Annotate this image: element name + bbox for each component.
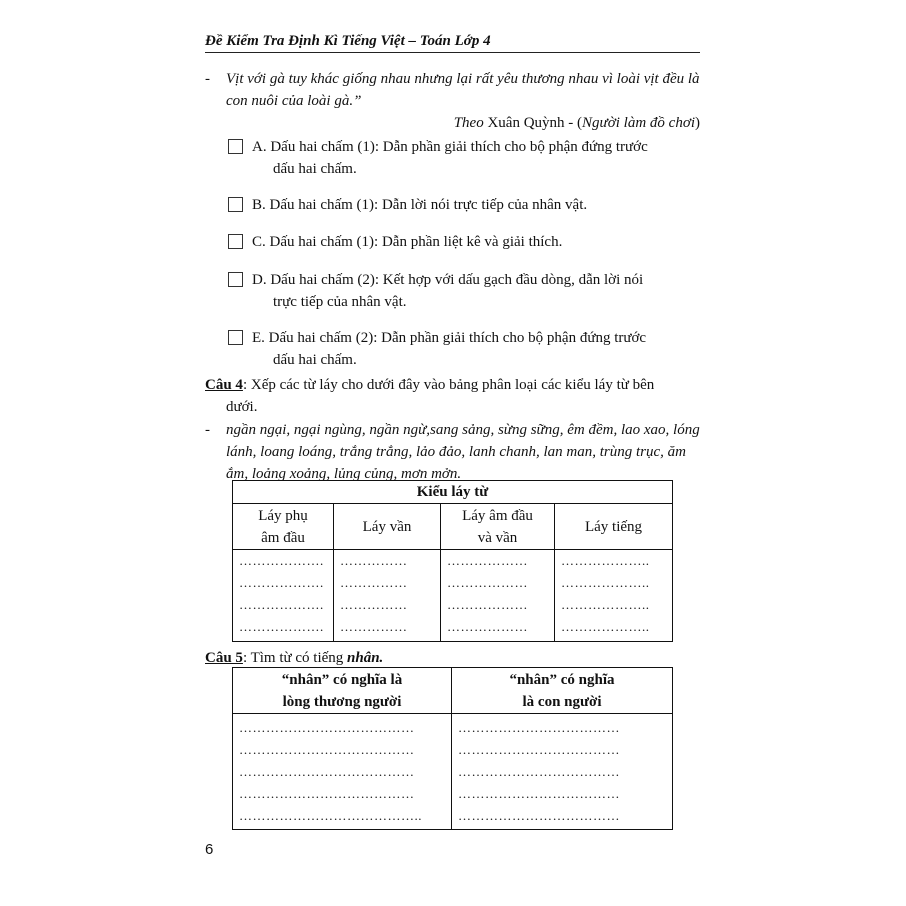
dot-line: …………… xyxy=(340,597,408,612)
source-suffix: ) xyxy=(695,115,700,131)
option-a xyxy=(228,136,700,180)
quote-line-1: Vịt với gà tuy khác giống nhau nhưng lại rất yêu thương nhau vì loài vịt đều là xyxy=(226,71,700,87)
classification-table xyxy=(232,480,673,642)
nhan-table xyxy=(232,667,673,830)
dot-line: ………………………………… xyxy=(239,764,415,779)
dot-line: ………………………………… xyxy=(239,742,415,757)
question-5-label: Câu 5 xyxy=(205,650,243,666)
option-e-line-1: E. Dấu hai chấm (2): Dẫn phần giải thích cho bộ phận đứng trước xyxy=(252,330,647,346)
dot-line: ……………………………… xyxy=(458,720,620,735)
header-nhan-thuong-nguoi xyxy=(233,668,452,714)
dot-line: ……………….. xyxy=(561,553,650,568)
question-4 xyxy=(205,374,700,418)
dot-line: ……………… xyxy=(447,597,528,612)
answer-cell[interactable] xyxy=(555,550,673,642)
header-line: “nhân” có nghĩa xyxy=(509,671,615,688)
source-separator: - ( xyxy=(564,115,583,131)
dot-line: ……………… xyxy=(447,553,528,568)
answer-cell[interactable] xyxy=(452,714,673,830)
table-title: Kiểu láy từ xyxy=(233,481,673,504)
page-number: 6 xyxy=(205,841,214,858)
dot-line: ……………………………… xyxy=(458,742,620,757)
dot-line: …………… xyxy=(340,619,408,634)
header-line: là con người xyxy=(522,693,602,710)
dot-line: ………………. xyxy=(239,597,324,612)
header-nhan-con-nguoi xyxy=(452,668,673,714)
option-e-line-2: dấu hai chấm. xyxy=(273,352,357,368)
dot-line: ……………….. xyxy=(561,575,650,590)
question-5-text: : Tìm từ có tiếng xyxy=(242,650,348,666)
answer-cell[interactable] xyxy=(441,550,555,642)
header-line: lòng thương người xyxy=(282,693,402,710)
word-list-line-2: lánh, loang loáng, trắng trẳng, lảo đảo, lanh chanh, lan man, trùng trục, ăm xyxy=(226,444,687,460)
quote-text xyxy=(226,68,700,112)
header-line: Láy vần xyxy=(362,518,412,535)
option-a-line-1: A. Dấu hai chấm (1): Dẫn phần giải thích cho bộ phận đứng trước xyxy=(252,139,648,155)
header-line: Láy âm đầu xyxy=(462,507,533,524)
option-e xyxy=(228,327,700,371)
dot-line: ………………. xyxy=(239,575,324,590)
question-4-label: Câu 4 xyxy=(205,377,243,393)
question-4-text: : Xếp các từ láy cho dưới đây vào bảng phân loại các kiểu láy từ bên xyxy=(242,377,655,393)
header-line: Láy tiếng xyxy=(584,518,643,535)
header-lay-tieng xyxy=(555,504,673,550)
quote-source xyxy=(454,112,700,134)
source-author: Xuân Quỳnh xyxy=(487,115,565,131)
dot-line: ……………………………… xyxy=(458,808,620,823)
words-dash: - xyxy=(205,422,210,438)
header-line: âm đầu xyxy=(261,529,305,546)
answer-cell[interactable] xyxy=(233,550,334,642)
dot-line: ……………………………… xyxy=(458,786,620,801)
option-a-checkbox[interactable] xyxy=(228,139,243,154)
dot-line: ……………… xyxy=(447,575,528,590)
option-c-line-1: C. Dấu hai chấm (1): Dẫn phần liệt kê và giải thích. xyxy=(252,234,563,250)
header-line: Láy phụ xyxy=(258,507,308,524)
dot-line: ……………….. xyxy=(561,619,650,634)
answer-cell[interactable] xyxy=(334,550,441,642)
word-list-line-3: ắm, loảng xoảng, lủng củng, mơn mởn. xyxy=(226,466,462,482)
option-b-checkbox[interactable] xyxy=(228,197,243,212)
option-a-line-2: dấu hai chấm. xyxy=(273,161,357,177)
option-d-checkbox[interactable] xyxy=(228,272,243,287)
page-header: Đề Kiểm Tra Định Kì Tiếng Việt – Toán Lớp 4 xyxy=(205,33,700,53)
header-lay-van xyxy=(334,504,441,550)
question-5-word: nhân. xyxy=(347,650,384,666)
word-list-line-1: ngần ngại, ngại ngùng, ngần ngừ,sang sảng, sừng sững, êm đềm, lao xao, lóng xyxy=(226,422,700,438)
word-list xyxy=(226,419,700,485)
option-e-checkbox[interactable] xyxy=(228,330,243,345)
dot-line: ………………………………… xyxy=(239,720,415,735)
header-lay-phu-am-dau xyxy=(233,504,334,550)
dot-line: ………………………………… xyxy=(239,786,415,801)
option-d-line-1: D. Dấu hai chấm (2): Kết hợp với dấu gạch đầu dòng, dẫn lời nói xyxy=(252,272,644,288)
dot-line: ……………… xyxy=(447,619,528,634)
quote-line-2: con nuôi của loài gà.” xyxy=(226,93,362,109)
question-5 xyxy=(205,647,700,669)
dot-line: ……………….. xyxy=(561,597,650,612)
option-c-checkbox[interactable] xyxy=(228,234,243,249)
answer-cell[interactable] xyxy=(233,714,452,830)
dot-line: ……………………………… xyxy=(458,764,620,779)
header-line: “nhân” có nghĩa là xyxy=(281,671,403,688)
source-work: Người làm đồ chơi xyxy=(582,115,695,131)
dot-line: ………………. xyxy=(239,553,324,568)
option-b xyxy=(228,194,700,216)
dot-line: ………………………………….. xyxy=(239,808,422,823)
quote-dash: - xyxy=(205,71,210,87)
option-d xyxy=(228,269,700,313)
option-b-line-1: B. Dấu hai chấm (1): Dẫn lời nói trực tiếp của nhân vật. xyxy=(252,197,588,213)
option-d-line-2: trực tiếp của nhân vật. xyxy=(273,294,407,310)
dot-line: ………………. xyxy=(239,619,324,634)
source-prefix: Theo xyxy=(453,115,484,131)
dot-line: …………… xyxy=(340,575,408,590)
question-4-text-cont: dưới. xyxy=(226,399,258,415)
option-c xyxy=(228,231,700,253)
dot-line: …………… xyxy=(340,553,408,568)
header-line: và vần xyxy=(477,529,518,546)
header-lay-am-dau-va-van xyxy=(441,504,555,550)
